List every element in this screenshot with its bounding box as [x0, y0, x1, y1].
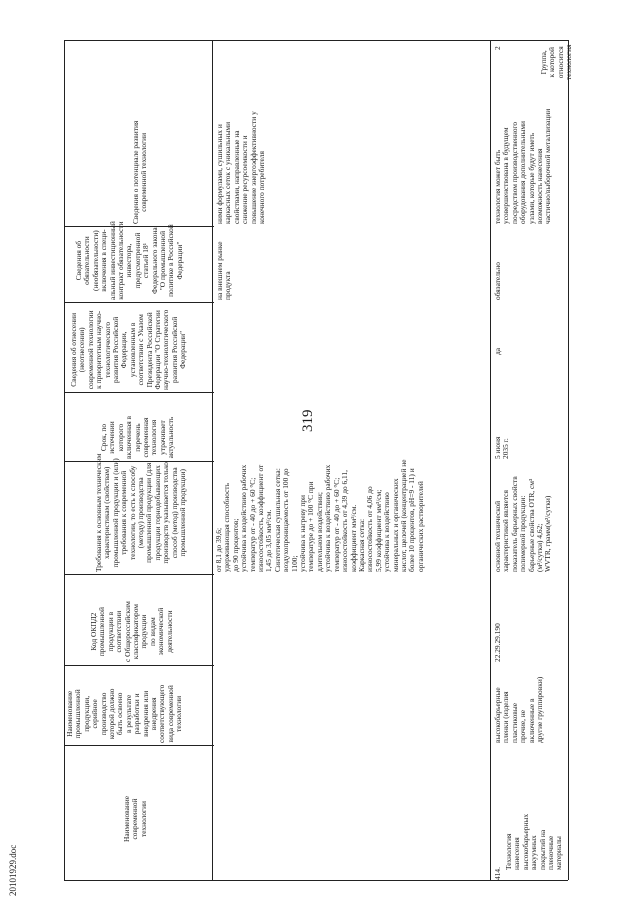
row-term: 5 июня 2035 г. — [493, 436, 511, 459]
col-sep-product-name — [64, 745, 214, 746]
header-okpd: Код ОКПД2 промышленной продукции в соответствии с Общероссийским классификатором продукции по видам экономической деятельности — [89, 601, 174, 662]
header-term: Срок, по истечении которого включенная в перечень современная технология утрачивает актуальность — [99, 416, 176, 459]
table-border-top — [64, 40, 568, 41]
continuation-requirements: от 8,1 до 39,6; удерживающая способность до 90 процентов; устойчива к воздействию рабочих температур от - 40 до + 60 °С; износостойкость, коэффициент от 1,45 до 3,05 мм³/см. Синтетическая сушильная сетка: воздухопроницаемость от 100 до 1100; устойчива к нагреву при температуре до + 100 °С при длительном воздействии; устойчива к воздействию рабочих температур от - 40 до + 60 °С; износостойкость от 4,39 до 6,11, коэффициент мм³/см. Каркасная сетка: износостойкость от 4,06 до 5,99 коэффициент мм³/см; устойчива к воздействию минеральных и органических кислот, щелочей (концентрацией не более 10 процентов, рН=9 - 11) и органических растворителей — [214, 459, 425, 572]
header-name: Наименование современной технологии — [122, 795, 148, 842]
header-priority: Сведения об отнесении (неотнесении) современной технологии к приоритетным научно- технологического развития Российской Федерации, установленным в соответствии с Указом Президента Российской Федерации "О Стратегии научно-технологического развития Российской Федерации" — [69, 309, 188, 390]
col-sep-okpd-product — [64, 665, 214, 666]
header-product: Наименование промышленной продукции, серийное производство которой должно быть освоено в результате разработки и внедрения или внедрения соответствующего вида современной технологии — [65, 684, 184, 743]
header-obligation: Сведения об обязательности (необязательности) включения в специ- альный инвестиционный контракт обязательности инвестора, предусмотренной статьей 18¹ Федерального закона "О промышленной политике в Российской Федерации" — [74, 221, 184, 300]
col-sep-requirements-okpd — [64, 574, 214, 575]
continuation-separator — [490, 40, 491, 880]
continuation-potential: ними формулами, сушильных и каркасных сеток с уникальными свойствами, направленные на снижение ресурсоемкости и повышение энергоэффективности у конечного потребителя — [215, 111, 267, 224]
table-border-right — [568, 40, 569, 880]
row-priority: да — [493, 347, 502, 355]
row-requirements: основной технической характеристикой является показатель барьерных свойств полимерной продукции: барьерные свойства OTR, см³ (м²/сутки) 4,62; WVTR, грамм(м²/сутки) — [493, 476, 553, 572]
col-sep-obligation-priority — [64, 302, 214, 303]
document-id: 20101929.doc — [8, 844, 18, 896]
col-sep-name-bottom — [64, 880, 568, 881]
header-separator — [212, 40, 213, 880]
row-okpd: 22.29.29.190 — [493, 623, 502, 662]
col-sep-priority-term — [64, 392, 214, 393]
header-group: Группа, к которой относится технология — [539, 44, 574, 80]
row-obligation: обязательно — [493, 262, 502, 300]
header-potential: Сведения о потенциале развития современной технологии — [131, 120, 149, 224]
header-requirements: Требования к основным техническим характеристикам (свойствам) промышленной продукции и (или) требования к современной технологии, то есть к способу (методу) производства промышленной продукции (для продукции горнодобывающих производств указывается только способ (метод) производства промышленной продукции) — [94, 453, 188, 572]
row-potential: технология может быть усовершенствована в будущем посредством производственного оборудования дополнительными узлами, которые будут иметь возможность нанесения частично/выборочной металлизации — [493, 108, 553, 224]
row-group: 2 — [493, 46, 502, 50]
page-number: 319 — [300, 409, 316, 432]
row-product: высокобарьерные пленки (изделия пластиковые прочие, не включенные в другие группировки) — [493, 676, 545, 743]
continuation-obligation: на внешнем рынке продукта — [215, 241, 233, 300]
row-number: 414. — [493, 867, 502, 880]
table-border-left — [64, 40, 65, 880]
row-name: Технология нанесения высокобарьерных вакуумных покрытий на пленочные материалы — [504, 813, 564, 870]
